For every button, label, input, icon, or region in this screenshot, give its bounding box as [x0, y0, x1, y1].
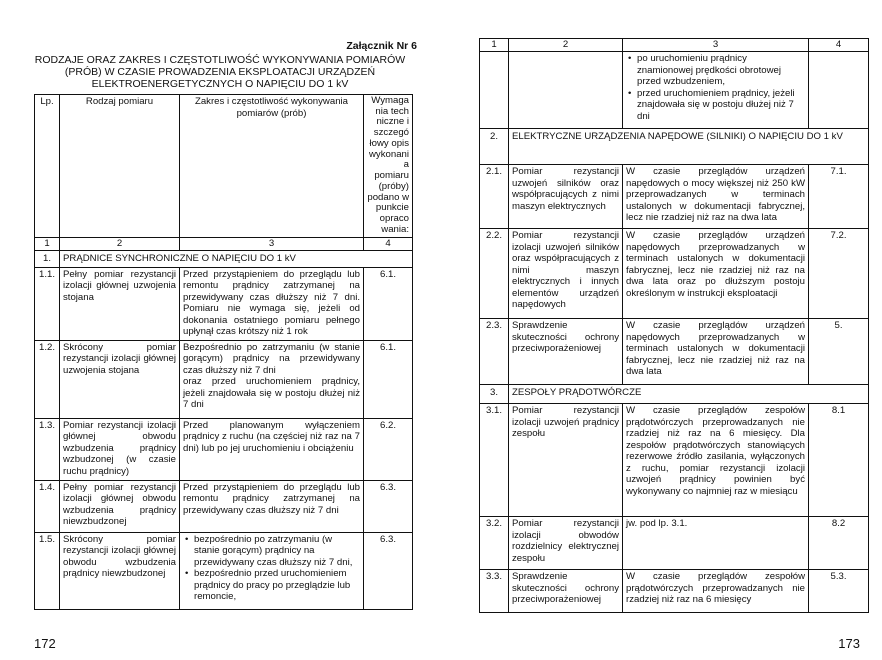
- attachment-label: Załącznik Nr 6: [346, 40, 417, 52]
- row-number: 3.1.: [480, 404, 509, 517]
- reference-point: 5.3.: [809, 570, 869, 613]
- page-number: 172: [34, 636, 56, 651]
- measurement-scope: Przed przystąpieniem do przeglądu lub remontu prądnicy zatrzymanej na przewidywany czas dłuższy niż 7 dni: [180, 480, 364, 532]
- measurement-table-right: [479, 38, 869, 613]
- section-title: PRĄDNICE SYNCHRONICZNE O NAPIĘCIU DO 1 kV: [60, 251, 413, 268]
- reference-point: 7.1.: [809, 165, 869, 229]
- measurement-kind: Pomiar rezystancji izolacji głównej obwodu wzbudzenia prądnicy wzbudzonej (w czasie ruchu prądnicy): [60, 418, 180, 480]
- col-number: 1: [480, 39, 509, 52]
- reference-point: 6.1.: [364, 340, 413, 418]
- scope-bullet: • bezpośrednio po zatrzymaniu (w stanie gorącym) prądnicy na przewidywany czas dłuższy niż 7 dni,: [194, 534, 360, 569]
- col-number: 4: [364, 238, 413, 251]
- scope-bullet: • po uruchomieniu prądnicy znamionowej prędkości obrotowej przed wzbudzeniem,: [637, 53, 805, 88]
- row-number: 1.2.: [35, 340, 60, 418]
- reference-point: 7.2.: [809, 229, 869, 319]
- measurement-kind: Skrócony pomiar rezystancji izolacji głównej obwodu wzbudzenia prądnicy niewzbudzonej: [60, 532, 180, 609]
- measurement-kind: Pomiar rezystancji izolacji uzwojeń silników oraz współpracujących z nimi maszyn elektrycznych i innych elementów urządzeń napędowych: [509, 229, 623, 319]
- scope-bullet: • przed uruchomieniem prądnicy, jeżeli znajdowała się w postoju dłużej niż 7 dni: [637, 88, 805, 123]
- col-number: 1: [35, 238, 60, 251]
- measurement-scope: W czasie przeglądów urządzeń napędowych przeprowadzanych w terminach ustalonych w dokumentacji fabrycznej, lecz nie rzadziej niż raz na dwa lata: [623, 319, 809, 385]
- header-requirements: Wymaga nia tech niczne i szczegó łowy opis wykonania pomiaru (próby) podano w punkcie opraco wania:: [364, 95, 413, 238]
- row-number: 2.2.: [480, 229, 509, 319]
- col-number: 3: [180, 238, 364, 251]
- measurement-scope: W czasie przeglądów urządzeń napędowych przeprowadzanych w terminach ustalonych w dokumentacji fabrycznej, lecz nie rzadziej niż raz na dwa lata oraz po dłuższym postoju określonym w instrukcji eksploatacji: [623, 229, 809, 319]
- row-number: 3.2.: [480, 517, 509, 570]
- col-number: 3: [623, 39, 809, 52]
- measurement-scope: [180, 532, 364, 609]
- measurement-kind: Pełny pomiar rezystancji izolacji głównej uzwojenia stojana: [60, 267, 180, 340]
- row-number: 1.1.: [35, 267, 60, 340]
- measurement-table-left: [34, 94, 413, 610]
- row-number: 1.4.: [35, 480, 60, 532]
- row-number: 2.3.: [480, 319, 509, 385]
- scope-bullet: • bezpośrednio przed uruchomieniem prądnicy do pracy po przeglądzie lub remoncie,: [194, 568, 360, 603]
- header-lp: Lp.: [35, 95, 60, 238]
- row-number: 2.1.: [480, 165, 509, 229]
- measurement-scope: Przed planowanym wyłączeniem prądnicy z ruchu (na częściej niż raz na 7 dni) lub po jej uruchomieniu i obciążeniu: [180, 418, 364, 480]
- measurement-kind: Pomiar rezystancji uzwojeń silników oraz współpracujących z nimi maszyn elektrycznych: [509, 165, 623, 229]
- reference-point: 8.1: [809, 404, 869, 517]
- section-number: 1.: [35, 251, 60, 268]
- measurement-kind: Pomiar rezystancji izolacji uzwojeń prądnicy zespołu: [509, 404, 623, 517]
- measurement-scope: Przed przystąpieniem do przeglądu lub remontu prądnicy zatrzymanej na przewidywany czas dłuższy niż 7 dni. Pomiaru nie wymaga się, jeżeli od dokonania ostatniego pomiaru pełnego upłynął czas krótszy niż 1 rok: [180, 267, 364, 340]
- header-scope: Zakres i częstotliwość wykonywania pomiarów (prób): [180, 95, 364, 238]
- reference-point: 6.3.: [364, 532, 413, 609]
- reference-point: 5.: [809, 319, 869, 385]
- measurement-scope: W czasie przeglądów zespołów prądotwórczych przeprowadzanych nie rzadziej niż raz na 6 miesięcy: [623, 570, 809, 613]
- reference-point: 8.2: [809, 517, 869, 570]
- measurement-kind: Pełny pomiar rezystancji izolacji głównej obwodu wzbudzenia prądnicy niewzbudzonej: [60, 480, 180, 532]
- measurement-scope: W czasie przeglądów zespołów prądotwórczych przeprowadzanych nie rzadziej niż raz na 6 miesięcy. Dla zespołów prądotwórczych stanowiących rezerwowe źródło zasilania, wyłączonych z ruchu, pomiar rezystancji izolacji uzwojeń prądnicy powinien być wykonywany co najmniej raz w miesiącu: [623, 404, 809, 517]
- section-number: 3.: [480, 385, 509, 404]
- measurement-scope: Bezpośrednio po zatrzymaniu (w stanie gorącym) prądnicy na przewidywany czas dłuższy niż 7 dni oraz przed uruchomieniem prądnicy, jeżeli znajdowała się w postoju dłużej niż 7 dni: [180, 340, 364, 418]
- measurement-kind: Sprawdzenie skuteczności ochrony przeciwporażeniowej: [509, 319, 623, 385]
- measurement-kind: Skrócony pomiar rezystancji izolacji głównej uzwojenia stojana: [60, 340, 180, 418]
- col-number: 2: [509, 39, 623, 52]
- measurement-kind: Pomiar rezystancji izolacji obwodów rozdzielnicy elektrycznej zespołu: [509, 517, 623, 570]
- col-number: 4: [809, 39, 869, 52]
- measurement-scope: [623, 52, 809, 129]
- section-number: 2.: [480, 129, 509, 165]
- title-line: RODZAJE ORAZ ZAKRES I CZĘSTOTLIWOŚĆ WYKONYWANIA POMIARÓW: [34, 54, 406, 66]
- row-number: 3.3.: [480, 570, 509, 613]
- document-title: [30, 55, 410, 90]
- measurement-scope: jw. pod lp. 3.1.: [623, 517, 809, 570]
- section-title: ZESPOŁY PRĄDOTWÓRCZE: [509, 385, 869, 404]
- reference-point: 6.1.: [364, 267, 413, 340]
- measurement-kind: Sprawdzenie skuteczności ochrony przeciwporażeniowej: [509, 570, 623, 613]
- title-line: (PRÓB) W CZASIE PROWADZENIA EKSPLOATACJI URZĄDZEŃ: [64, 65, 376, 78]
- row-number: 1.3.: [35, 418, 60, 480]
- header-kind: Rodzaj pomiaru: [60, 95, 180, 238]
- reference-point: 6.3.: [364, 480, 413, 532]
- reference-point: 6.2.: [364, 418, 413, 480]
- section-title: ELEKTRYCZNE URZĄDZENIA NAPĘDOWE (SILNIKI) O NAPIĘCIU DO 1 kV: [509, 129, 869, 165]
- title-line: ELEKTROENERGETYCZNYCH O NAPIĘCIU DO 1 kV: [91, 77, 349, 90]
- page-number: 173: [838, 636, 860, 651]
- row-number: 1.5.: [35, 532, 60, 609]
- measurement-scope: W czasie przeglądów urządzeń napędowych o mocy większej niż 250 kW przeprowadzanych w terminach ustalonych w dokumentacji fabrycznej, lecz nie rzadziej niż raz na dwa lata: [623, 165, 809, 229]
- col-number: 2: [60, 238, 180, 251]
